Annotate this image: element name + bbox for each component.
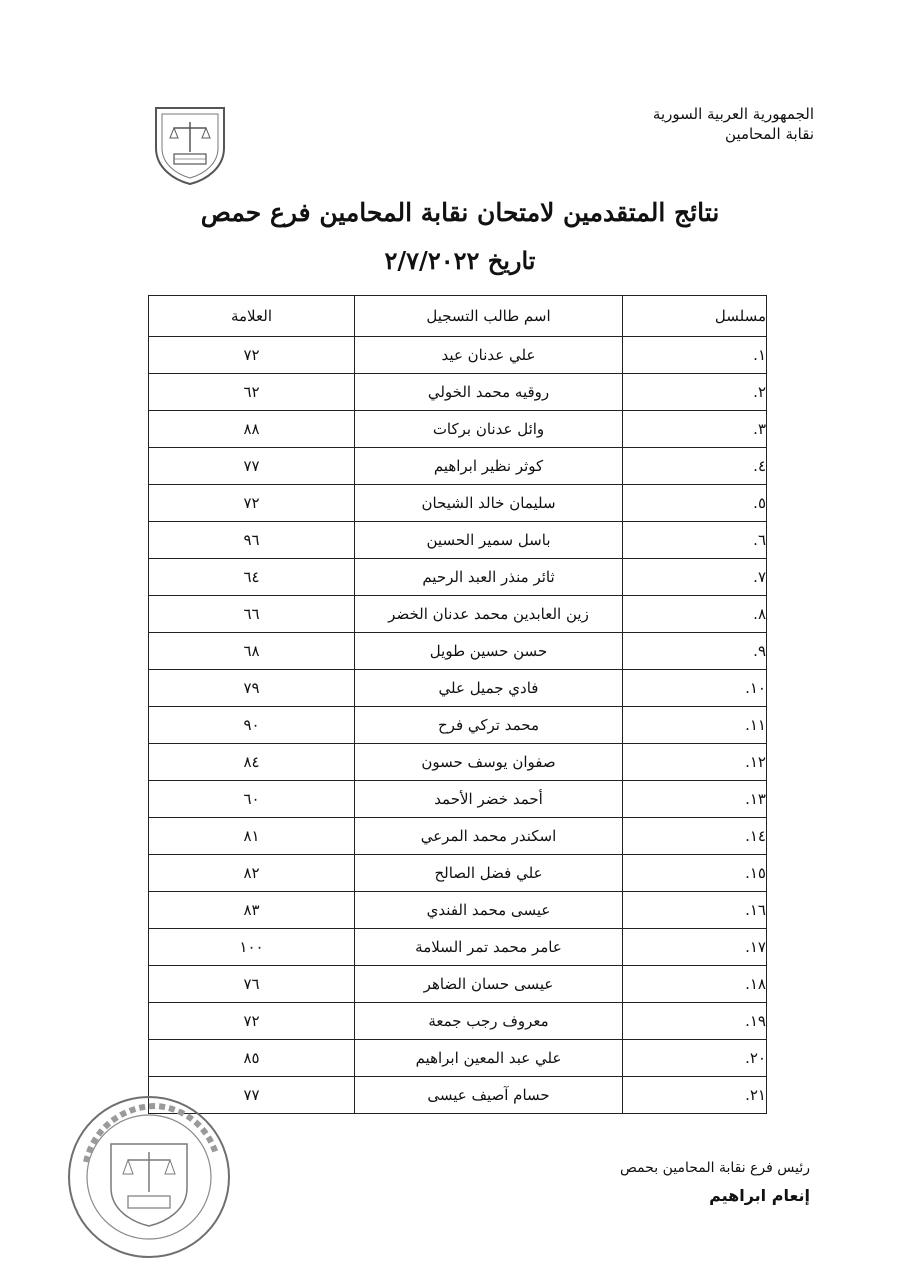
signature-block xyxy=(550,1158,810,1208)
row-serial: ٢. xyxy=(623,374,767,411)
header-serial: مسلسل xyxy=(623,296,767,337)
row-name: ثائر منذر العبد الرحيم xyxy=(355,559,623,596)
bar-association-seal-icon xyxy=(150,104,230,186)
table-row xyxy=(149,522,767,559)
row-name: اسكندر محمد المرعي xyxy=(355,818,623,855)
row-mark: ٦٢ xyxy=(149,374,355,411)
row-name: علي عبد المعين ابراهيم xyxy=(355,1040,623,1077)
row-serial: ١٨. xyxy=(623,966,767,1003)
table-row xyxy=(149,966,767,1003)
page-title: نتائج المتقدمين لامتحان نقابة المحامين فرع حمص xyxy=(200,198,720,227)
table-row xyxy=(149,596,767,633)
row-name: حسن حسين طويل xyxy=(355,633,623,670)
row-mark: ٧٧ xyxy=(149,1077,355,1114)
row-mark: ٦٨ xyxy=(149,633,355,670)
header-name: اسم طالب التسجيل xyxy=(355,296,623,337)
country-name: الجمهورية العربية السورية xyxy=(652,105,814,123)
row-mark: ٩٠ xyxy=(149,707,355,744)
row-serial: ١٥. xyxy=(623,855,767,892)
row-mark: ٧٢ xyxy=(149,485,355,522)
row-name: عيسى محمد الفندي xyxy=(355,892,623,929)
row-serial: ١٩. xyxy=(623,1003,767,1040)
row-mark: ٧٢ xyxy=(149,1003,355,1040)
results-table xyxy=(148,295,767,1114)
row-name: كوثر نظير ابراهيم xyxy=(355,448,623,485)
row-mark: ٦٠ xyxy=(149,781,355,818)
row-name: عيسى حسان الضاهر xyxy=(355,966,623,1003)
row-name: حسام آصيف عيسى xyxy=(355,1077,623,1114)
row-serial: ٦. xyxy=(623,522,767,559)
row-name: علي فضل الصالح xyxy=(355,855,623,892)
row-serial: ١٢. xyxy=(623,744,767,781)
row-mark: ٧٩ xyxy=(149,670,355,707)
row-name: فادي جميل علي xyxy=(355,670,623,707)
row-mark: ٨٣ xyxy=(149,892,355,929)
table-row xyxy=(149,892,767,929)
row-name: سليمان خالد الشيحان xyxy=(355,485,623,522)
row-serial: ١٧. xyxy=(623,929,767,966)
row-mark: ٩٦ xyxy=(149,522,355,559)
row-mark: ٧٦ xyxy=(149,966,355,1003)
signatory-name: إنعام ابراهيم xyxy=(709,1186,810,1205)
table-row xyxy=(149,744,767,781)
row-mark: ٦٤ xyxy=(149,559,355,596)
row-name: محمد تركي فرح xyxy=(355,707,623,744)
row-serial: ٢٠. xyxy=(623,1040,767,1077)
organization-header xyxy=(574,104,814,144)
row-name: وائل عدنان بركات xyxy=(355,411,623,448)
table-row xyxy=(149,707,767,744)
row-mark: ٧٢ xyxy=(149,337,355,374)
row-mark: ٨٤ xyxy=(149,744,355,781)
table-row xyxy=(149,411,767,448)
row-mark: ٨١ xyxy=(149,818,355,855)
table-row xyxy=(149,448,767,485)
table-row xyxy=(149,1077,767,1114)
row-mark: ١٠٠ xyxy=(149,929,355,966)
row-name: أحمد خضر الأحمد xyxy=(355,781,623,818)
row-serial: ١٦. xyxy=(623,892,767,929)
organization-name: نقابة المحامين xyxy=(725,125,814,143)
table-row xyxy=(149,781,767,818)
row-name: صفوان يوسف حسون xyxy=(355,744,623,781)
row-mark: ٨٢ xyxy=(149,855,355,892)
exam-date: تاريخ ٢/٧/٢٠٢٢ xyxy=(384,246,536,275)
table-row xyxy=(149,633,767,670)
row-mark: ٨٥ xyxy=(149,1040,355,1077)
signatory-title: رئيس فرع نقابة المحامين بحمص xyxy=(619,1160,810,1176)
table-header-row xyxy=(149,296,767,337)
row-serial: ٨. xyxy=(623,596,767,633)
row-serial: ٣. xyxy=(623,411,767,448)
row-serial: ٩. xyxy=(623,633,767,670)
row-name: عامر محمد تمر السلامة xyxy=(355,929,623,966)
table-row xyxy=(149,670,767,707)
row-serial: ٧. xyxy=(623,559,767,596)
table-row xyxy=(149,374,767,411)
table-row xyxy=(149,1040,767,1077)
table-row xyxy=(149,559,767,596)
row-name: علي عدنان عيد xyxy=(355,337,623,374)
row-name: باسل سمير الحسين xyxy=(355,522,623,559)
row-name: روقيه محمد الخولي xyxy=(355,374,623,411)
row-serial: ١٠. xyxy=(623,670,767,707)
official-stamp-icon xyxy=(66,1092,232,1262)
row-mark: ٧٧ xyxy=(149,448,355,485)
row-serial: ٢١. xyxy=(623,1077,767,1114)
table-row xyxy=(149,337,767,374)
row-serial: ١١. xyxy=(623,707,767,744)
row-serial: ١٣. xyxy=(623,781,767,818)
table-row xyxy=(149,818,767,855)
row-name: معروف رجب جمعة xyxy=(355,1003,623,1040)
table-row xyxy=(149,855,767,892)
table-row xyxy=(149,485,767,522)
row-serial: ٥. xyxy=(623,485,767,522)
row-serial: ١٤. xyxy=(623,818,767,855)
row-mark: ٨٨ xyxy=(149,411,355,448)
results-body xyxy=(149,337,767,1114)
row-mark: ٦٦ xyxy=(149,596,355,633)
row-serial: ٤. xyxy=(623,448,767,485)
table-row xyxy=(149,1003,767,1040)
header-mark: العلامة xyxy=(149,296,355,337)
row-serial: ١. xyxy=(623,337,767,374)
row-name: زين العابدين محمد عدنان الخضر xyxy=(355,596,623,633)
table-row xyxy=(149,929,767,966)
